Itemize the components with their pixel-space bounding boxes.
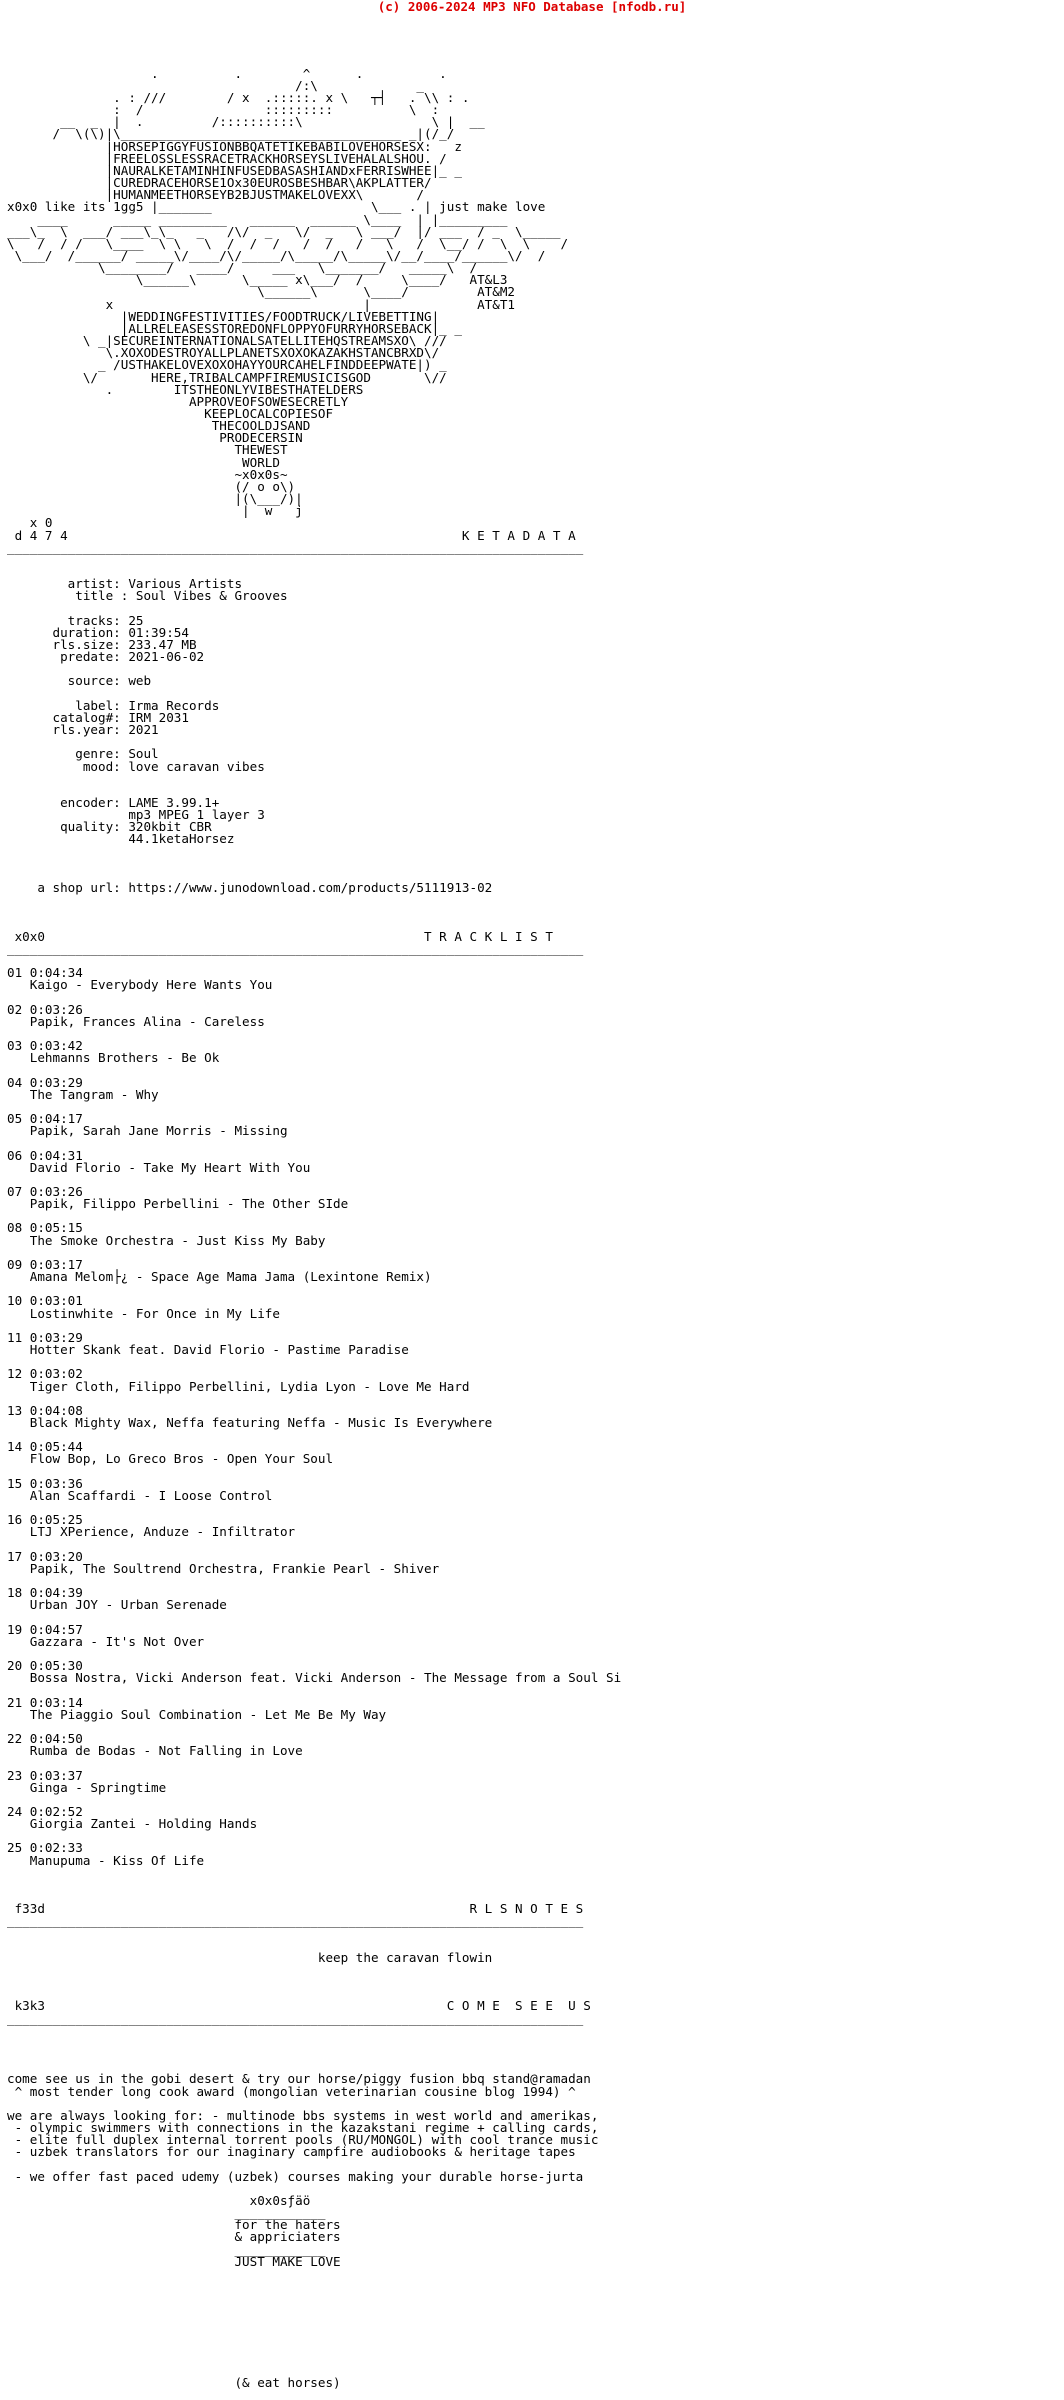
- release-metadata: artist: Various Artists title : Soul Vibes & Grooves tracks: 25 duration: 01:39:54 rls.size: 233.47 MB predate: 2021-06-02 source: web label: Irma Records catalog#: IRM 2031 rls.year: 2021 genre: Soul mood: love caravan vibes encoder: LAME 3.99.1+ mp3 MPEG 1 layer 3 quality: 320kbit CBR 44.1ketaHorsez a shop url: https://www.junodownload.com/products/5111913-02 x0x0 T R A C K L I S T ____________________________________________________________________________: [7, 576, 584, 956]
- nfo-text: [7, 19, 621, 2389]
- come-see-us-section: come see us in the gobi desert & try our horse/piggy fusion bbq stand@ramadan ^ most tender long cook award (mongolian veterinarian cousine blog 1994) ^ we are always looking for: - multinode bbs systems in west world and amerikas, - olympic swimmers with connections in the kazakstani regime + calling cards, - elite full duplex internal torrent pools (RU/MONGOL) with cool trance music - uzbek translators for our inaginary campfire audiobooks & heritage tapes - we offer fast paced udemy (uzbek) courses making your durable horse-jurta: [7, 2071, 599, 2184]
- release-notes: keep the caravan flowin k3k3 C O M E S E E U S ____________________________________________________________________________: [7, 1949, 591, 2026]
- tracklist: 01 0:04:34 Kaigo - Everybody Here Wants You 02 0:03:26 Papik, Frances Alina - Careless 03 0:03:42 Lehmanns Brothers - Be Ok 04 0:03:29 The Tangram - Why 05 0:04:17 Papik, Sarah Jane Morris - Missing 06 0:04:31 David Florio - Take My Heart With You 07 0:03:26 Papik, Filippo Perbellini - The Other SIde 08 0:05:15 The Smoke Orchestra - Just Kiss My Baby 09 0:03:17 Amana Melom├¿ - Space Age Mama Jama (Lexintone Remix) 10 0:03:01 Lostinwhite - For Once in My Life 11 0:03:29 Hotter Skank feat. David Florio - Pastime Paradise 12 0:03:02 Tiger Cloth, Filippo Perbellini, Lydia Lyon - Love Me Hard 13 0:04:08 Black Mighty Wax, Neffa featuring Neffa - Music Is Everywhere 14 0:05:44 Flow Bop, Lo Greco Bros - Open Your Soul 15 0:03:36 Alan Scaffardi - I Loose Control 16 0:05:25 LTJ XPerience, Anduze - Infiltrator 17 0:03:20 Papik, The Soultrend Orchestra, Frankie Pearl - Shiver 18 0:04:39 Urban JOY - Urban Serenade 19 0:04:57 Gazzara - It's Not Over 20 0:05:30 Bossa Nostra, Vicki Anderson feat. Vicki Anderson - The Message from a Soul Si 21 0:03:14 The Piaggio Soul Combination - Let Me Be My Way 22 0:04:50 Rumba de Bodas - Not Falling in Love 23 0:03:37 Ginga - Springtime 24 0:02:52 Giorgia Zantei - Holding Hands 25 0:02:33 Manupuma - Kiss Of Life f33d R L S N O T E S ____________________________________________________________________________: [7, 965, 622, 1929]
- outro-signature: x0x0sƒäö ____________ for the haters & appriciaters ____________ JUST MAKE LOVE (& eat horses): [234, 2192, 341, 2391]
- ascii-art-logo: . . ^ . . /:\ _ . : /// / x .:::::. x \ ┬┤ . \\ : . : / ::::::::: \ : __ _ | . /::::::::::\ \ | __ / \(\)|\_____________________________________ _|(/_/ |HORSEPIGGYFUSIONBBQATETIKEBABILOVEHORSESX: z |FREELOSSLESSRACETRACKHORSEYSLIVEHALALSHOU. / |NAURALKETAMINHINFUSEDBASASHIANDxFERRISWHEE|_ _ |CUREDRACEHORSE1Ox30EUROSBESHBAR\AKPLATTER/ |HUMANMEETHORSEYB2BJUSTMAKELOVEXX\ / x0x0 like its 1gg5 |_______ \___ . | just make love ____ _____ _________ ______ ______ \____ | |_________ ___\_ \ ___/ ___\_\_ _ /\/ _ \/ _ \ ___/ |/ ___ / _ \_____ \ / / / \____ \ \ \ / / / / / / \ / \__/ / \ \ / \___/ /______/ _____\/____/\/_____/\_____/\_____\/__/____/______\/ / \________/ ____/ ___ \_______/ _____\ / \______\ \_____ x\___/ / \____/ AT&L3 \______\ \____/ AT&M2 x | AT&T1 |WEDDINGFESTIVITIES/FOODTRUCK/LIVEBETTING| |ALLRELEASESSTOREDONFLOPPYOFURRYHORSEBACK|_ _ \ _|SECUREINTERNATIONALSATELLITEHQSTREAMSXO\ /// \.XOXODESTROYALLPLANETSXOXOKAZAKHSTANCBRXD\/ _ /USTHAKELOVEXOXOHAYYOURCAHELFINDDEEPWATE|) _ \/ HERE,TRIBALCAMPFIREMUSICISGOD \// . ITSTHEONLYVIBESTHATELDERS APPROVEOFSOWESECRETLY KEEPLOCALCOPIESOF THECOOLDJSAND PRODECERSIN THEWEST WORLD ~x0x0s~ (/ o o\) |(\___/)| | w j x 0 d 4 7 4 K E T A D A T A ____________________________________________________________________________: [7, 65, 584, 555]
- copyright-header: (c) 2006-2024 MP3 NFO Database [nfodb.ru]: [377, 0, 687, 14]
